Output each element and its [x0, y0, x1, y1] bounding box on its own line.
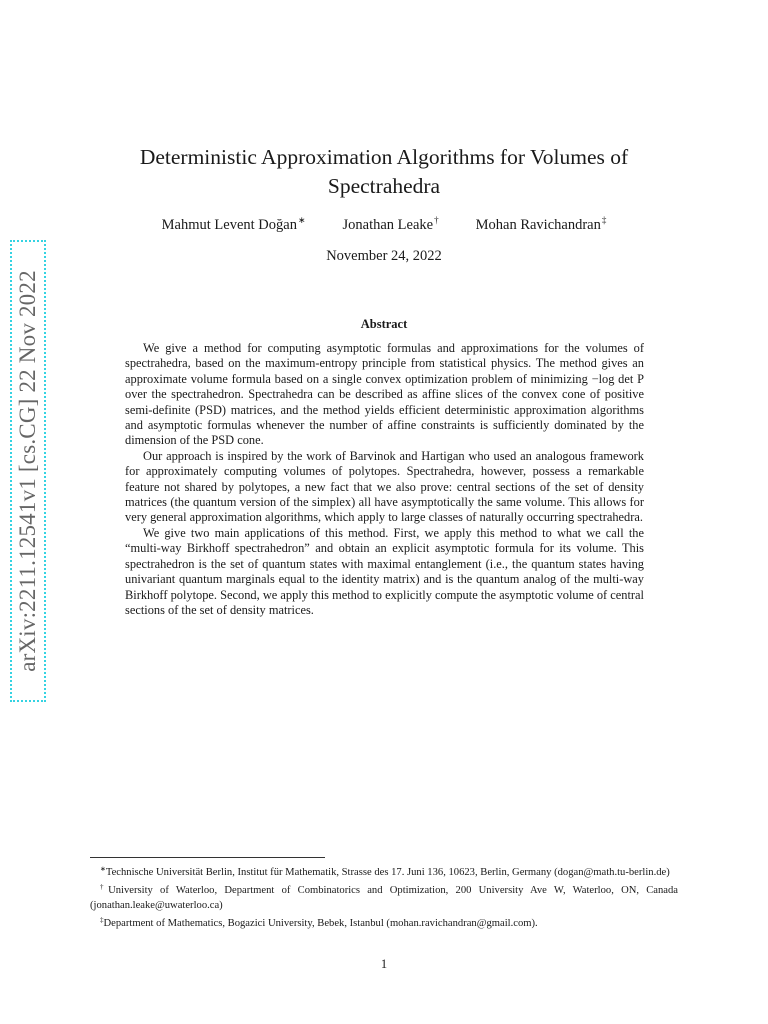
author-3-footnote-mark: ‡ — [601, 215, 607, 225]
author-1 — [162, 215, 306, 234]
footnote-divider — [90, 857, 325, 858]
abstract-heading: Abstract — [360, 317, 408, 331]
footnote-3-mark: ‡ — [100, 916, 104, 925]
abstract-paragraph-1: We give a method for computing asymptotic formulas and approximations for the volumes of spectrahedra, based on the maximum-entropy principle from statistical physics. The method gives an approximate volume formula based on a single convex optimization problem of minimizing −log det P over the spectrahedron. Spectrahedra can be described as affine slices of the convex cone of positive semi-definite (PSD) matrices, and the method yields efficient deterministic approximation algorithms and asymptotic formulas whenever the number of affine constraints is sufficiently dominated by the dimension of the PSD cone. — [125, 341, 644, 448]
footnote-1-mark: ∗ — [100, 865, 106, 873]
footnote-1 — [90, 862, 678, 880]
author-3 — [476, 215, 607, 234]
footnotes — [90, 862, 678, 932]
author-2-name: Jonathan Leake — [342, 217, 434, 233]
author-1-name: Mahmut Levent Doğan — [161, 217, 297, 233]
footnote-1-text: Technische Universität Berlin, Institut für Mathematik, Strasse des 17. Juni 136, 10623, Berlin, Germany (dogan@math.tu-berlin.de) — [105, 867, 670, 878]
publication-date: November 24, 2022 — [326, 248, 442, 264]
footnote-3-text: Department of Mathematics, Bogazici University, Bebek, Istanbul (mohan.ravichandran@gmail.com). — [103, 918, 538, 930]
abstract-body — [125, 341, 644, 618]
paper-title: Deterministic Approximation Algorithms for Volumes of Spectrahedra — [139, 145, 629, 198]
abstract-paragraph-3: We give two main applications of this method. First, we apply this method to what we call the “multi-way Birkhoff spectrahedron” and obtain an explicit asymptotic formula for its volume. This spectrahedron is the set of quantum states with maximal entanglement (i.e., the quantum states having univariant quantum marginals equal to the identity matrix) and is the quantum analog of the multi-way Birkhoff polytope. Second, we apply this method to explicitly compute the asymptotic volume of central sections of the set of density matrices. — [125, 525, 644, 617]
page-number: 1 — [380, 957, 388, 971]
footnote-2-text: University of Waterloo, Department of Combinatorics and Optimization, 200 University Ave W, Waterloo, ON, Canada (jonathan.leake@uwaterloo.ca) — [90, 885, 679, 911]
author-list — [120, 215, 648, 234]
author-2 — [343, 215, 439, 234]
footnote-2-mark: † — [100, 883, 109, 892]
footnote-2 — [90, 880, 678, 913]
author-1-footnote-mark: ∗ — [297, 215, 306, 225]
author-3-name: Mohan Ravichandran — [475, 217, 601, 233]
abstract-paragraph-2: Our approach is inspired by the work of Barvinok and Hartigan who used an analogous framework for approximately computing volumes of polytopes. Spectrahedra, however, possess a remarkable feature not shared by polytopes, a new fact that we also prove: central sections of the set of density matrices (the quantum version of the simplex) all have asymptotically the same volume. This allows for very general approximation algorithms, which apply to large classes of naturally occurring spectrahedra. — [125, 448, 644, 525]
arxiv-identifier-text: arXiv:2211.12541v1 [cs.CG] 22 Nov 2022 — [15, 270, 40, 672]
arxiv-identifier-stamp — [10, 240, 46, 702]
footnote-3 — [90, 913, 678, 931]
author-2-footnote-mark: † — [434, 215, 439, 225]
